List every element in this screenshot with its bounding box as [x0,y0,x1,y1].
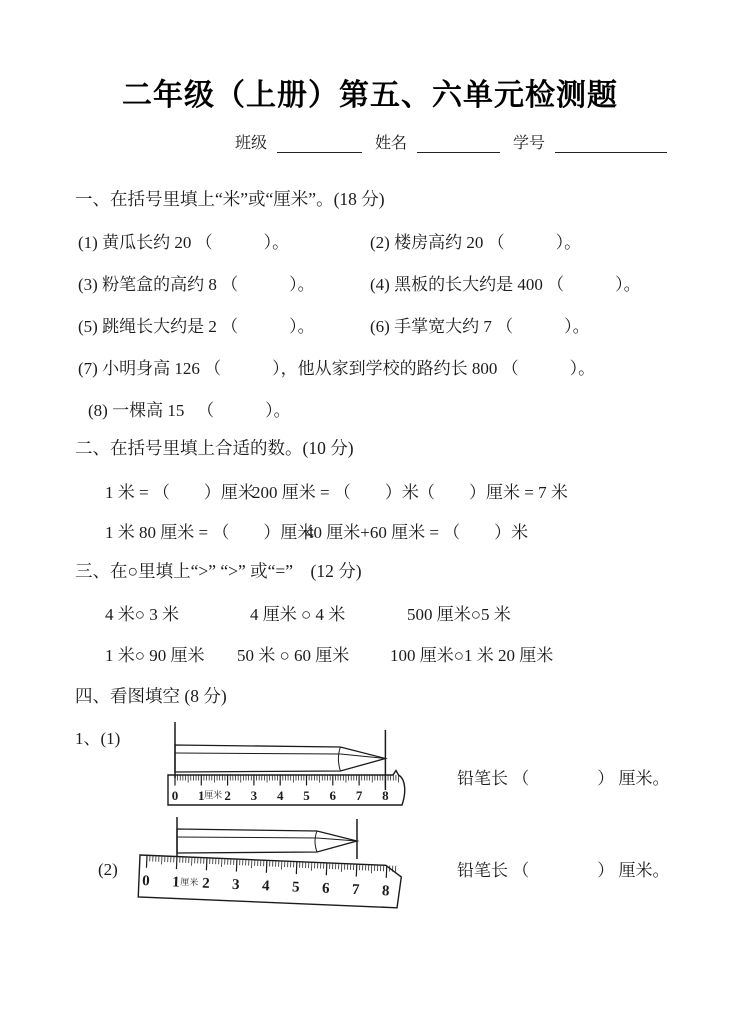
ruler-labels [172,788,389,803]
class-field-blank [277,136,362,153]
svg-text:5: 5 [291,879,300,896]
svg-text:7: 7 [355,788,363,803]
svg-text:5: 5 [303,788,310,803]
svg-text:1: 1 [198,788,205,803]
ruler [138,855,402,908]
svg-text:2: 2 [224,788,231,803]
name-field-blank [417,136,500,153]
pencil-ruler-figure-2 [118,812,428,917]
question-1-1: (1) 黄瓜长约 20 （ ）。 [78,233,290,252]
question-2-1b: 200 厘米 = （ ）米 [252,483,419,502]
pencil-ruler-figure-1 [148,712,418,814]
page-title: 二年级（上册）第五、六单元检测题 [122,79,618,112]
question-1-5: (5) 跳绳长大约是 2 （ ）。 [78,317,315,336]
question-4-1-label: 1、(1) [75,729,121,748]
svg-text:4: 4 [276,788,284,803]
studentid-field-blank [555,136,667,153]
ruler-labels [142,873,390,899]
question-3-2a: 1 米○ 90 厘米 [105,646,205,665]
question-3-1b: 4 厘米 ○ 4 米 [250,605,346,624]
ruler-unit-label: 厘米 [204,790,223,800]
svg-text:6: 6 [329,788,337,803]
svg-text:3: 3 [250,788,258,803]
pencil [175,745,385,772]
section1-heading: 一、在括号里填上“米”或“厘米”。(18 分) [75,189,385,209]
svg-text:3: 3 [231,876,240,894]
question-2-1c: （ ）厘米 = 7 米 [418,483,568,502]
svg-text:8: 8 [381,883,390,900]
svg-text:4: 4 [261,878,270,895]
studentid-field-label: 学号 [513,135,546,152]
question-3-2c: 100 厘米○1 米 20 厘米 [390,646,554,665]
question-2-1a: 1 米 = （ ）厘米 [105,483,255,502]
question-1-6: (6) 手掌宽大约 7 （ ）。 [370,317,590,336]
question-1-7: (7) 小明身高 126 （ ），他从家到学校的路约长 800 （ ）。 [78,359,596,378]
question-2-2a: 1 米 80 厘米 = （ ）厘米 [105,523,315,542]
question-1-3: (3) 粉笔盒的高约 8 （ ）。 [78,275,315,294]
ruler [168,771,405,806]
question-1-2: (2) 楼房高约 20 （ ）。 [370,233,582,252]
svg-text:2: 2 [201,875,210,892]
ruler-unit-label: 厘米 [180,876,199,888]
pencil-length-caption-2: 铅笔长 （ ） 厘米。 [457,861,670,880]
pencil-length-caption-1: 铅笔长 （ ） 厘米。 [457,769,670,788]
class-field-label: 班级 [235,135,268,152]
svg-text:1: 1 [171,874,180,891]
question-2-2b: 40 厘米+60 厘米 = （ ）米 [305,523,529,542]
svg-text:0: 0 [141,873,150,890]
section3-heading: 三、在○里填上“>” “>” 或“=” (12 分) [75,561,362,581]
question-1-4: (4) 黑板的长大约是 400 （ ）。 [370,275,641,294]
svg-text:6: 6 [321,880,330,897]
question-3-1a: 4 米○ 3 米 [105,605,180,624]
svg-text:8: 8 [382,788,389,803]
name-field-label: 姓名 [375,135,408,152]
pencil [177,829,357,853]
question-3-2b: 50 米 ○ 60 厘米 [237,646,350,665]
svg-text:7: 7 [351,881,360,899]
question-1-8: (8) 一棵高 15 （ ）。 [88,401,291,420]
question-4-2-label: (2) [98,860,118,879]
section4-heading: 四、看图填空 (8 分) [75,686,227,706]
student-info-row [235,130,667,153]
section2-heading: 二、在括号里填上合适的数。(10 分) [75,438,354,458]
question-3-1c: 500 厘米○5 米 [407,605,511,624]
svg-text:0: 0 [171,788,179,803]
